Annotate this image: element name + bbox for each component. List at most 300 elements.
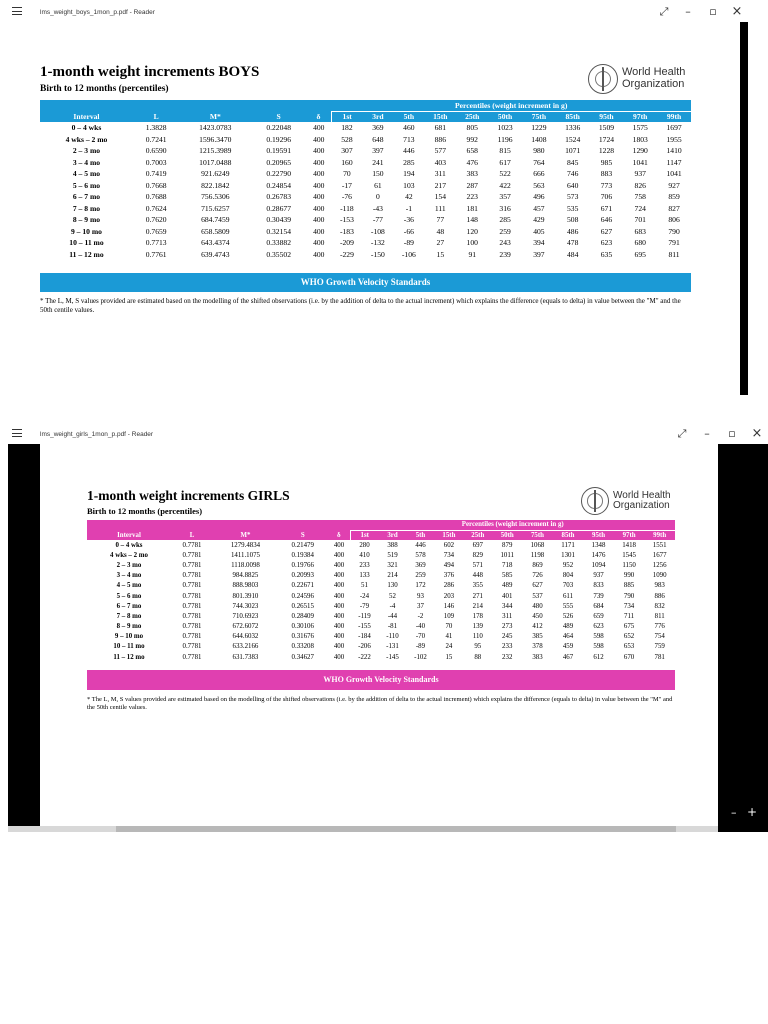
value-cell: 15	[445, 653, 453, 661]
value-cell: 410	[359, 551, 370, 559]
value-cell: 109	[443, 612, 455, 620]
value-cell: 0.7659	[145, 226, 167, 236]
value-cell: 1955	[666, 134, 682, 144]
column-header: Interval	[87, 530, 171, 540]
value-cell: 37	[417, 602, 424, 610]
table-row	[40, 226, 691, 238]
value-cell: 822.1842	[201, 180, 230, 190]
value-cell: 653	[623, 643, 635, 651]
value-cell: 983	[654, 582, 665, 590]
value-cell: 927	[668, 180, 680, 190]
value-cell: 921.6249	[201, 169, 230, 179]
value-cell: -118	[340, 203, 354, 213]
footnote: * The L, M, S values provided are estimated based on the modelling of the shifted observations (i.e. by the addition of delta to the actual increment) which explains the difference (equals to delta) in value between the "M" and the 50th centile values.	[87, 696, 673, 712]
value-cell: 0.19296	[266, 134, 291, 144]
value-cell: 652	[623, 633, 635, 641]
value-cell: 400	[313, 134, 325, 144]
value-cell: 519	[387, 551, 398, 559]
value-cell: 598	[593, 633, 604, 641]
value-cell: 1198	[530, 551, 545, 559]
value-cell: 937	[634, 169, 646, 179]
value-cell: 400	[313, 215, 325, 225]
value-cell: 1410	[666, 146, 682, 156]
interval-cell: 9 – 10 mo	[70, 226, 102, 236]
interval-cell: 7 – 8 mo	[116, 612, 142, 620]
fullscreen-icon[interactable]: ⤢	[677, 427, 687, 440]
value-cell: 1147	[666, 157, 682, 167]
value-cell: 537	[532, 592, 543, 600]
value-cell: 776	[654, 623, 665, 631]
value-cell: 0.7781	[182, 653, 202, 661]
value-cell: 646	[600, 215, 613, 225]
table-row	[87, 642, 675, 652]
value-cell: 631.7383	[232, 653, 259, 661]
value-cell: 459	[562, 643, 574, 651]
value-cell: 400	[333, 572, 345, 580]
value-cell: 0.32154	[266, 226, 291, 236]
hamburger-menu-icon[interactable]	[12, 7, 22, 15]
value-cell: 24	[445, 643, 453, 651]
value-cell: 285	[403, 157, 415, 167]
page-subtitle: Birth to 12 months (percentiles)	[40, 84, 169, 94]
value-cell: 400	[313, 238, 325, 248]
pdf-page-boys	[0, 28, 740, 398]
value-cell: 815	[499, 146, 511, 156]
value-cell: -4	[389, 602, 396, 610]
value-cell: 400	[333, 582, 345, 590]
value-cell: 316	[499, 203, 511, 213]
title-bar	[0, 0, 768, 28]
value-cell: 0.7713	[145, 238, 167, 248]
column-header: 97th	[614, 530, 645, 540]
value-cell: 88	[474, 653, 482, 661]
value-cell: 1.3828	[145, 123, 167, 133]
horizontal-scrollbar[interactable]	[8, 826, 718, 832]
value-cell: 400	[313, 192, 325, 202]
table-row	[40, 134, 691, 146]
value-cell: -2	[417, 612, 424, 620]
value-cell: 181	[466, 203, 478, 213]
value-cell: 758	[634, 192, 646, 202]
value-cell: 711	[624, 612, 635, 620]
table-row	[40, 191, 691, 203]
percentile-table-girls	[87, 520, 675, 662]
column-header: L	[133, 111, 179, 122]
value-cell: 990	[623, 572, 635, 580]
table-row	[40, 122, 691, 134]
minimize-button[interactable]: –	[685, 5, 691, 18]
fullscreen-icon[interactable]: ⤢	[659, 5, 669, 18]
value-cell: 369	[415, 561, 426, 569]
table-row	[87, 591, 675, 601]
value-cell: 611	[562, 592, 574, 600]
viewer-left-edge	[8, 444, 40, 832]
value-cell: 154	[434, 192, 446, 202]
table-row	[87, 622, 675, 632]
column-header: 3rd	[378, 530, 406, 540]
value-cell: 120	[466, 226, 478, 236]
value-cell: -24	[359, 592, 370, 600]
value-cell: 790	[623, 592, 635, 600]
value-cell: 0.7419	[145, 169, 167, 179]
maximize-button[interactable]: ▫	[728, 427, 736, 440]
value-cell: -106	[401, 249, 416, 259]
table-row	[87, 550, 675, 560]
header-blank-cell	[40, 100, 331, 111]
maximize-button[interactable]: ▫	[709, 5, 717, 18]
value-cell: 494	[443, 561, 455, 569]
value-cell: 0.20993	[291, 572, 314, 580]
value-cell: 321	[387, 561, 398, 569]
column-header: δ	[328, 530, 351, 540]
value-cell: 42	[405, 192, 413, 202]
value-cell: 639.4743	[201, 249, 230, 259]
value-cell: 1090	[652, 572, 667, 580]
value-cell: 400	[333, 643, 345, 651]
interval-cell: 4 – 5 mo	[116, 582, 142, 590]
viewer-edge	[740, 22, 748, 395]
value-cell: 635	[600, 249, 613, 259]
page-subtitle: Birth to 12 months (percentiles)	[87, 506, 203, 516]
value-cell: 182	[341, 123, 353, 133]
value-cell: 571	[472, 561, 483, 569]
value-cell: 1301	[561, 551, 575, 559]
interval-cell: 8 – 9 mo	[116, 623, 142, 631]
value-cell: 781	[654, 653, 665, 661]
value-cell: -1	[405, 203, 413, 213]
value-cell: 400	[333, 561, 345, 569]
column-header: 75th	[522, 111, 556, 122]
value-cell: 1256	[652, 561, 667, 569]
value-cell: 400	[333, 623, 345, 631]
table-row	[40, 237, 691, 249]
table-row	[40, 214, 691, 226]
value-cell: 886	[434, 134, 446, 144]
value-cell: 0.7781	[182, 541, 202, 549]
value-cell: 0.22048	[266, 123, 291, 133]
value-cell: 0.30106	[291, 623, 314, 631]
page-title: 1-month weight increments BOYS	[40, 64, 260, 80]
value-cell: 0.7241	[145, 134, 167, 144]
value-cell: 759	[654, 643, 665, 651]
hamburger-menu-icon[interactable]	[12, 429, 22, 437]
value-cell: 726	[532, 572, 543, 580]
value-cell: -81	[387, 623, 398, 631]
value-cell: 811	[654, 612, 665, 620]
value-cell: 658.5809	[201, 226, 230, 236]
value-cell: 0.22671	[291, 582, 314, 590]
value-cell: 95	[474, 643, 482, 651]
value-cell: 48	[436, 226, 445, 236]
column-header: 50th	[492, 530, 522, 540]
value-cell: 489	[502, 582, 513, 590]
value-cell: 52	[389, 592, 396, 600]
interval-cell: 2 – 3 mo	[72, 146, 101, 156]
value-cell: 0	[375, 192, 380, 202]
value-cell: 400	[333, 551, 345, 559]
value-cell: 400	[333, 612, 345, 620]
value-cell: 217	[434, 180, 446, 190]
value-cell: 0.21479	[291, 541, 314, 549]
value-cell: 150	[372, 169, 384, 179]
value-cell: 0.7781	[182, 602, 202, 610]
column-header: S	[251, 111, 306, 122]
zoom-in-button[interactable]: +	[747, 805, 758, 819]
value-cell: 675	[623, 623, 635, 631]
value-cell: 0.7761	[145, 249, 167, 259]
value-cell: 764	[533, 157, 545, 167]
column-header: Interval	[40, 111, 133, 122]
column-header: δ	[306, 111, 331, 122]
value-cell: 1150	[622, 561, 636, 569]
value-cell: 0.28409	[291, 612, 314, 620]
value-cell: 0.24854	[266, 180, 291, 190]
close-button[interactable]: ×	[731, 4, 743, 19]
value-cell: 833	[593, 582, 604, 590]
value-cell: 233	[502, 643, 513, 651]
value-cell: -110	[386, 633, 399, 641]
value-cell: 845	[566, 157, 579, 167]
value-cell: 457	[533, 203, 545, 213]
value-cell: 528	[341, 134, 353, 144]
value-cell: 478	[566, 238, 579, 248]
value-cell: 739	[593, 592, 604, 600]
value-cell: -89	[403, 238, 414, 248]
value-cell: 70	[343, 169, 351, 179]
value-cell: 77	[436, 215, 445, 225]
value-cell: 130	[387, 582, 398, 590]
value-cell: -229	[339, 249, 354, 259]
value-cell: 0.35502	[266, 249, 291, 259]
interval-cell: 3 – 4 mo	[116, 572, 142, 580]
value-cell: 355	[472, 582, 483, 590]
percentile-header-row	[40, 100, 691, 111]
value-cell: 0.7781	[182, 633, 202, 641]
value-cell: 0.19766	[291, 561, 314, 569]
interval-cell: 11 – 12 mo	[113, 653, 145, 661]
value-cell: 400	[333, 541, 345, 549]
value-cell: 827	[668, 203, 680, 213]
column-header: L	[171, 530, 213, 540]
zoom-out-button[interactable]: –	[731, 806, 737, 819]
value-cell: 1423.0783	[199, 123, 232, 133]
value-cell: 672.6072	[232, 623, 259, 631]
column-header: 1st	[350, 530, 378, 540]
value-cell: 287	[466, 180, 478, 190]
value-cell: 203	[443, 592, 455, 600]
interval-cell: 11 – 12 mo	[69, 249, 104, 259]
value-cell: 1041	[666, 169, 682, 179]
who-name-line2: Organization	[613, 500, 670, 511]
value-cell: 70	[445, 623, 453, 631]
column-header: 5th	[406, 530, 434, 540]
value-cell: 484	[566, 249, 579, 259]
value-cell: 139	[472, 623, 483, 631]
interval-cell: 5 – 6 mo	[116, 592, 142, 600]
value-cell: 666	[533, 169, 545, 179]
value-cell: 0.7781	[182, 561, 202, 569]
value-cell: 397	[372, 146, 384, 156]
value-cell: 585	[502, 572, 513, 580]
percentile-table-boys	[40, 100, 691, 260]
value-cell: 400	[333, 633, 345, 641]
column-header: 85th	[556, 111, 590, 122]
value-cell: 1023	[497, 123, 513, 133]
value-cell: 522	[499, 169, 511, 179]
value-cell: 111	[434, 203, 446, 213]
column-header: 1st	[331, 111, 362, 122]
value-cell: 464	[562, 633, 574, 641]
column-header: 99th	[657, 111, 691, 122]
pdf-page-girls	[40, 444, 718, 826]
value-cell: 91	[468, 249, 477, 259]
table-row	[40, 249, 691, 261]
value-cell: 311	[502, 612, 513, 620]
value-cell: -153	[339, 215, 354, 225]
value-cell: -76	[341, 192, 352, 202]
value-cell: 859	[668, 192, 680, 202]
value-cell: 713	[403, 134, 415, 144]
value-cell: -44	[387, 612, 398, 620]
value-cell: 496	[533, 192, 545, 202]
viewer-right-edge	[718, 444, 768, 832]
interval-cell: 0 – 4 wks	[71, 123, 102, 133]
value-cell: 1677	[652, 551, 667, 559]
who-logo	[581, 487, 671, 515]
value-cell: 563	[533, 180, 545, 190]
value-cell: 357	[499, 192, 511, 202]
value-cell: 448	[472, 572, 483, 580]
value-cell: -131	[386, 643, 399, 651]
value-cell: 378	[532, 643, 543, 651]
value-cell: 0.22790	[266, 169, 291, 179]
value-cell: -209	[339, 238, 354, 248]
value-cell: 710.6923	[232, 612, 259, 620]
reader-window-boys	[0, 0, 768, 400]
column-header: M*	[179, 111, 251, 122]
value-cell: 1408	[531, 134, 547, 144]
value-cell: 241	[372, 157, 384, 167]
value-cell: 746	[566, 169, 579, 179]
value-cell: 1575	[632, 123, 648, 133]
value-cell: 400	[313, 123, 325, 133]
interval-cell: 3 – 4 mo	[72, 157, 101, 167]
value-cell: 412	[532, 623, 543, 631]
value-cell: 344	[502, 602, 513, 610]
value-cell: 1290	[632, 146, 648, 156]
value-cell: 684	[593, 602, 604, 610]
value-cell: 394	[533, 238, 545, 248]
value-cell: 214	[387, 572, 398, 580]
value-cell: 869	[532, 561, 543, 569]
column-header-row	[40, 111, 691, 122]
percentile-header: Percentiles (weight increment in g)	[331, 100, 691, 111]
value-cell: 100	[466, 238, 478, 248]
column-header: 50th	[488, 111, 522, 122]
table-row	[40, 145, 691, 157]
value-cell: 172	[415, 582, 426, 590]
value-cell: -36	[403, 215, 414, 225]
column-header: S	[278, 530, 328, 540]
value-cell: 573	[566, 192, 579, 202]
value-cell: -222	[358, 653, 371, 661]
value-cell: 400	[313, 146, 325, 156]
value-cell: 178	[472, 612, 483, 620]
value-cell: 311	[434, 169, 446, 179]
value-cell: 51	[361, 582, 368, 590]
value-cell: 985	[600, 157, 613, 167]
value-cell: 811	[668, 249, 680, 259]
value-cell: 806	[668, 215, 680, 225]
value-cell: 214	[472, 602, 483, 610]
value-cell: 110	[472, 633, 483, 641]
value-cell: 715.6257	[201, 203, 230, 213]
value-cell: 400	[333, 592, 345, 600]
percentile-header: Percentiles (weight increment in g)	[350, 520, 675, 530]
value-cell: 535	[566, 203, 579, 213]
value-cell: 1196	[497, 134, 513, 144]
value-cell: 1229	[531, 123, 547, 133]
who-logo	[588, 64, 685, 94]
interval-cell: 8 – 9 mo	[72, 215, 101, 225]
value-cell: 400	[313, 226, 325, 236]
value-cell: -145	[386, 653, 399, 661]
value-cell: 160	[341, 157, 353, 167]
value-cell: 285	[499, 215, 511, 225]
value-cell: 401	[502, 592, 513, 600]
value-cell: 984.8825	[232, 572, 259, 580]
value-cell: 658	[466, 146, 478, 156]
value-cell: 1228	[598, 146, 615, 156]
value-cell: -17	[341, 180, 352, 190]
value-cell: 450	[532, 612, 543, 620]
value-cell: 832	[654, 602, 665, 610]
value-cell: 405	[533, 226, 545, 236]
value-cell: 627	[600, 226, 613, 236]
window-title: lms_weight_girls_1mon_p.pdf - Reader	[40, 431, 154, 438]
value-cell: 27	[436, 238, 445, 248]
column-header-row	[87, 530, 675, 540]
minimize-button[interactable]: –	[704, 427, 710, 440]
title-bar	[0, 422, 768, 444]
value-cell: 670	[623, 653, 635, 661]
footer-band: WHO Growth Velocity Standards	[40, 273, 691, 292]
scrollbar-thumb[interactable]	[116, 826, 676, 832]
value-cell: -119	[358, 612, 371, 620]
value-cell: 0.26515	[291, 602, 314, 610]
value-cell: 1068	[530, 541, 545, 549]
value-cell: 400	[313, 203, 325, 213]
value-cell: 0.7003	[145, 157, 167, 167]
value-cell: 0.33882	[266, 238, 291, 248]
value-cell: 0.20965	[266, 157, 291, 167]
interval-cell: 7 – 8 mo	[72, 203, 101, 213]
value-cell: 486	[566, 226, 579, 236]
value-cell: 0.7781	[182, 551, 202, 559]
value-cell: 400	[313, 249, 325, 259]
value-cell: 403	[434, 157, 446, 167]
value-cell: 422	[499, 180, 511, 190]
value-cell: 148	[466, 215, 478, 225]
close-button[interactable]: ×	[751, 426, 763, 441]
value-cell: 446	[415, 541, 426, 549]
value-cell: 0.7688	[145, 192, 167, 202]
value-cell: 701	[634, 215, 646, 225]
value-cell: 1411.1075	[230, 551, 260, 559]
value-cell: -132	[370, 238, 385, 248]
column-header: 5th	[393, 111, 424, 122]
value-cell: 103	[403, 180, 415, 190]
